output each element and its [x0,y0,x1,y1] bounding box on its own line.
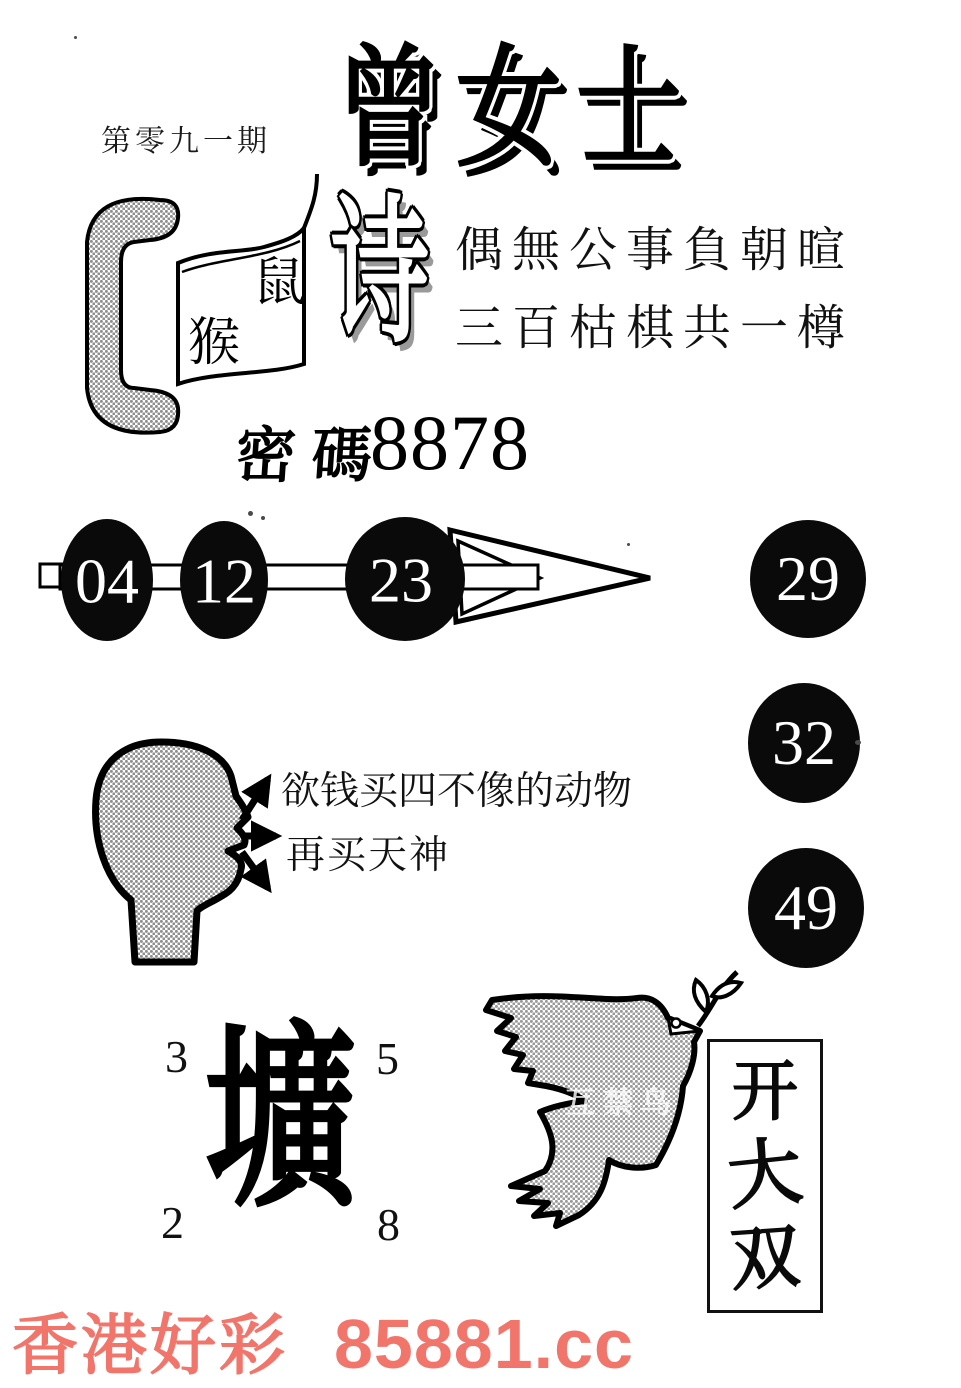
verdict-char-1: 开 [732,1055,798,1129]
poem-character: 诗 [331,187,429,362]
corner-number-top-left: 3 [165,1031,188,1082]
poem-couplet [455,212,895,368]
arrow-up-icon [242,779,268,820]
password-value: 8878 [370,399,530,486]
olive-leaf-1 [712,982,741,997]
zodiac-monkey: 猴 [188,315,241,372]
poem-line-2: 三百枯棋共一樽 [455,301,855,355]
verdict-box [707,1039,823,1313]
big-character: 壙 [204,1011,357,1232]
ball-32 [748,683,860,803]
ball-32-number: 32 [772,707,836,778]
issue-number: 第零九一期 [101,125,271,158]
verdict-char-2: 大 [723,1130,806,1220]
ball-04-number: 04 [75,545,139,617]
scan-speck [248,511,253,516]
scroll-spine [304,174,317,228]
ball-29-number: 29 [776,543,840,614]
phone-and-scroll-graphic [70,170,340,438]
verdict-char-3: 双 [727,1218,803,1300]
ball-29 [750,520,866,638]
corner-number-top-right: 5 [376,1033,399,1084]
arrow-down-icon [242,852,268,888]
zodiac-rat: 鼠 [253,255,306,312]
hint-line-1: 欲钱买四不像的动物 [281,770,633,813]
speaking-head-graphic [65,735,315,980]
scan-speck [74,36,77,39]
hint-line-2: 再买天神 [286,834,451,877]
ball-49-number: 49 [774,872,838,943]
phone-handset-icon [87,199,178,433]
ball-12-number: 12 [192,545,256,617]
head-profile-icon [96,742,248,962]
scan-speck [261,516,265,520]
footer-site-url: 85881.cc [334,1305,634,1383]
poem-line-1: 偶無公事負朝暄 [455,224,855,277]
olive-leaf-2 [694,980,708,1012]
ball-23-number: 23 [369,544,433,616]
dove-eye [672,1019,681,1028]
corner-number-bottom-left: 2 [161,1197,184,1248]
dove-watermark: 互禁鸟 [565,1087,679,1120]
page-title: 曾女士 [336,36,696,183]
number-sequence-arrow [30,505,690,665]
corner-number-bottom-right: 8 [377,1199,400,1250]
password-label: 密碼 [233,423,390,489]
footer-banner [12,1292,952,1387]
footer-site-name: 香港好彩 [12,1308,288,1382]
scan-speck [627,543,630,546]
scan-speck [855,740,861,745]
